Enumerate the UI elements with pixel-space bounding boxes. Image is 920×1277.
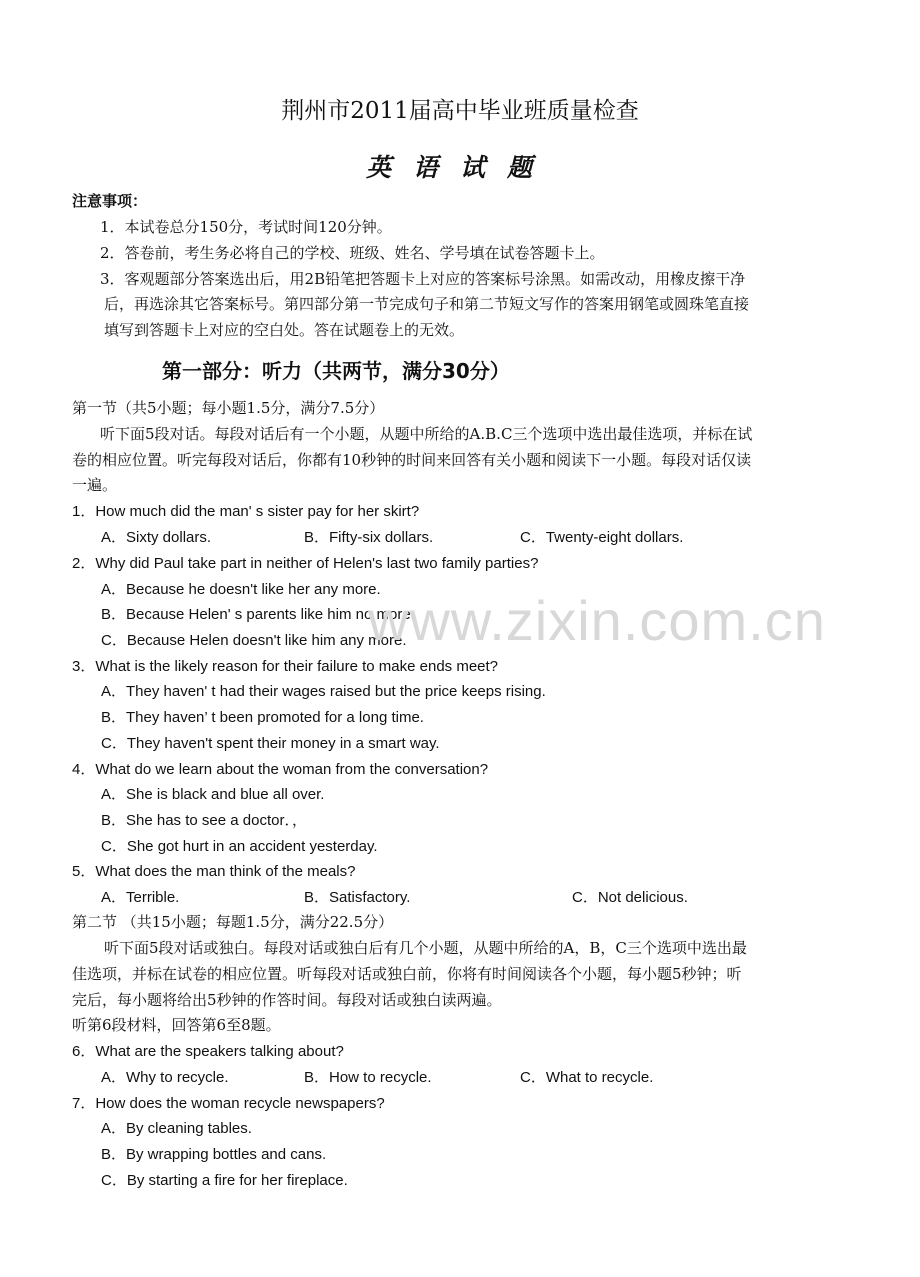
section-heading: 第二节 （共15小题；每题1.5分，满分22.5分） bbox=[72, 913, 394, 931]
option-b: B．Fifty-six dollars. bbox=[304, 529, 434, 546]
question-text: 1．How much did the man' s sister pay for her skirt? bbox=[72, 503, 420, 520]
instruction-line: 听下面5段对话。每段对话后有一个小题，从题中所给的A.B.C三个选项中选出最佳选项，并标在试 bbox=[100, 425, 753, 443]
exam-subtitle: 英语试题 bbox=[365, 153, 554, 182]
option-a: A．Because he doesn't like her any more. bbox=[101, 581, 381, 598]
exam-title: 荆州市2011届高中毕业班质量检查 bbox=[281, 98, 639, 124]
option-c: C．She got hurt in an accident yesterday. bbox=[101, 838, 378, 855]
watermark: www.zixin.com.cn bbox=[368, 589, 826, 652]
instruction-line: 卷的相应位置。听完每段对话后，你都有10秒钟的时间来回答有关小题和阅读下一小题。每段对话仅读 bbox=[72, 451, 752, 469]
notice-item: 2．答卷前，考生务必将自己的学校、班级、姓名、学号填在试卷答题卡上。 bbox=[100, 244, 605, 262]
question-text: 4．What do we learn about the woman from the conversation? bbox=[72, 761, 489, 778]
option-a: A．She is black and blue all over. bbox=[101, 786, 325, 803]
question-text: 3．What is the likely reason for their failure to make ends meet? bbox=[72, 658, 499, 675]
question-text: 5．What does the man think of the meals? bbox=[72, 863, 356, 880]
notice-item: 1．本试卷总分150分，考试时间120分钟。 bbox=[100, 218, 392, 236]
option-a: A．Terrible. bbox=[101, 889, 180, 906]
question-text: 6．What are the speakers talking about? bbox=[72, 1043, 344, 1060]
instruction-line: 听下面5段对话或独白。每段对话或独白后有几个小题，从题中所给的A，B，C三个选项中选出最 bbox=[104, 939, 747, 957]
notice-heading: 注意事项： bbox=[72, 192, 148, 210]
option-a: A．Sixty dollars. bbox=[101, 529, 212, 546]
option-b: B．How to recycle. bbox=[304, 1069, 432, 1086]
part-heading: 第一部分：听力（共两节，满分30分） bbox=[162, 359, 510, 383]
material-note: 听第6段材料，回答第6至8题。 bbox=[72, 1016, 281, 1034]
notice-item-continuation: 后，再选涂其它答案标号。第四部分第一节完成句子和第二节短文写作的答案用钢笔或圆珠笔直接 bbox=[104, 295, 750, 313]
question-text: 7．How does the woman recycle newspapers? bbox=[72, 1095, 385, 1112]
option-c: C．Twenty-eight dollars. bbox=[520, 529, 684, 546]
option-c: C．They haven't spent their money in a smart way. bbox=[101, 735, 440, 752]
option-b: B．They haven’ t been promoted for a long time. bbox=[101, 709, 424, 726]
option-a: A．Why to recycle. bbox=[101, 1069, 229, 1086]
option-c: C．Not delicious. bbox=[572, 889, 688, 906]
notice-item-continuation: 填写到答题卡上对应的空白处。答在试题卷上的无效。 bbox=[104, 321, 465, 339]
instruction-line: 完后，每小题将给出5秒钟的作答时间。每段对话或独白读两遍。 bbox=[72, 991, 502, 1009]
option-b: B．Satisfactory. bbox=[304, 889, 411, 906]
instruction-line: 佳选项，并标在试卷的相应位置。听每段对话或独白前，你将有时间阅读各个小题，每小题5秒钟；听 bbox=[72, 965, 742, 983]
option-c: C．What to recycle. bbox=[520, 1069, 654, 1086]
option-b: B．Because Helen' s parents like him no more. bbox=[101, 606, 415, 623]
option-a: A．By cleaning tables. bbox=[101, 1120, 252, 1137]
option-c: C．Because Helen doesn't like him any more. bbox=[101, 632, 407, 649]
notice-item: 3．客观题部分答案选出后，用2B铅笔把答题卡上对应的答案标号涂黑。如需改动，用橡皮擦干净 bbox=[100, 270, 746, 288]
instruction-line: 一遍。 bbox=[72, 476, 118, 494]
option-a: A．They haven' t had their wages raised but the price keeps rising. bbox=[101, 683, 546, 700]
option-c: C．By starting a fire for her fireplace. bbox=[101, 1172, 348, 1189]
question-text: 2．Why did Paul take part in neither of Helen's last two family parties? bbox=[72, 555, 539, 572]
option-b: B．She has to see a doctor．， bbox=[101, 812, 307, 829]
section-heading: 第一节（共5小题；每小题1.5分，满分7.5分） bbox=[72, 399, 385, 417]
option-b: B．By wrapping bottles and cans. bbox=[101, 1146, 327, 1163]
